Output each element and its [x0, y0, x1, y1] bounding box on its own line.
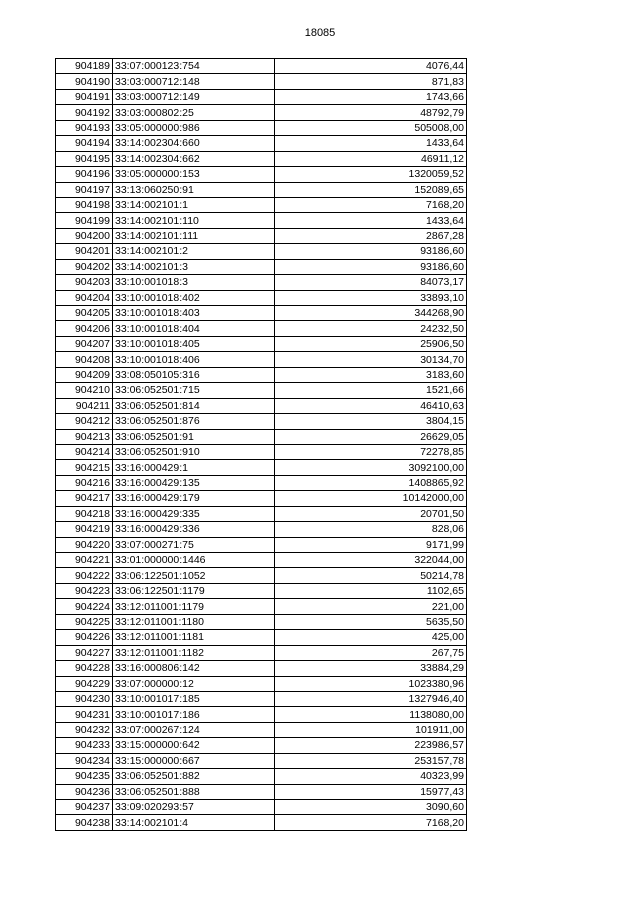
value-cell: 50214,78: [275, 568, 467, 583]
table-row: [56, 738, 467, 753]
value-cell: 46911,12: [275, 151, 467, 166]
row-number-cell: 904216: [56, 475, 113, 490]
value-cell: 152089,65: [275, 182, 467, 197]
table-row: [56, 599, 467, 614]
value-cell: 1433,64: [275, 136, 467, 151]
cadastral-number-cell: 33:16:000429:179: [113, 491, 275, 506]
table-row: [56, 259, 467, 274]
row-number-cell: 904202: [56, 259, 113, 274]
value-cell: 40323,99: [275, 769, 467, 784]
row-number-cell: 904215: [56, 460, 113, 475]
value-cell: 25906,50: [275, 336, 467, 351]
cadastral-number-cell: 33:14:002101:110: [113, 213, 275, 228]
value-cell: 72278,85: [275, 444, 467, 459]
table-row: [56, 553, 467, 568]
table-row: [56, 506, 467, 521]
value-cell: 33893,10: [275, 290, 467, 305]
cadastral-number-cell: 33:10:001018:3: [113, 275, 275, 290]
row-number-cell: 904192: [56, 105, 113, 120]
value-cell: 253157,78: [275, 753, 467, 768]
row-number-cell: 904203: [56, 275, 113, 290]
value-cell: 3090,60: [275, 800, 467, 815]
value-cell: 93186,60: [275, 244, 467, 259]
value-cell: 15977,43: [275, 784, 467, 799]
row-number-cell: 904223: [56, 583, 113, 598]
table-row: [56, 444, 467, 459]
table-row: [56, 537, 467, 552]
table-row: [56, 367, 467, 382]
table-row: [56, 290, 467, 305]
cadastral-number-cell: 33:12:011001:1182: [113, 645, 275, 660]
row-number-cell: 904199: [56, 213, 113, 228]
table-row: [56, 676, 467, 691]
value-cell: 2867,28: [275, 228, 467, 243]
value-cell: 26629,05: [275, 429, 467, 444]
cadastral-number-cell: 33:10:001017:186: [113, 707, 275, 722]
table-row: [56, 74, 467, 89]
cadastral-number-cell: 33:14:002101:2: [113, 244, 275, 259]
cadastral-number-cell: 33:15:000000:642: [113, 738, 275, 753]
cadastral-number-cell: 33:13:060250:91: [113, 182, 275, 197]
value-cell: 1023380,96: [275, 676, 467, 691]
row-number-cell: 904219: [56, 522, 113, 537]
table-row: [56, 429, 467, 444]
row-number-cell: 904191: [56, 89, 113, 104]
row-number-cell: 904189: [56, 59, 113, 74]
row-number-cell: 904221: [56, 553, 113, 568]
table-row: [56, 414, 467, 429]
table-row: [56, 197, 467, 212]
row-number-cell: 904201: [56, 244, 113, 259]
value-cell: 828,06: [275, 522, 467, 537]
value-cell: 1743,66: [275, 89, 467, 104]
row-number-cell: 904207: [56, 336, 113, 351]
table-row: [56, 182, 467, 197]
value-cell: 4076,44: [275, 59, 467, 74]
value-cell: 1102,65: [275, 583, 467, 598]
table-row: [56, 228, 467, 243]
row-number-cell: 904238: [56, 815, 113, 830]
value-cell: 1327946,40: [275, 691, 467, 706]
cadastral-number-cell: 33:06:052501:91: [113, 429, 275, 444]
value-cell: 344268,90: [275, 306, 467, 321]
cadastral-number-cell: 33:14:002304:660: [113, 136, 275, 151]
table-row: [56, 630, 467, 645]
table-row: [56, 491, 467, 506]
row-number-cell: 904230: [56, 691, 113, 706]
table-row: [56, 321, 467, 336]
cadastral-number-cell: 33:14:002101:1: [113, 197, 275, 212]
row-number-cell: 904232: [56, 722, 113, 737]
cadastral-number-cell: 33:05:000000:153: [113, 167, 275, 182]
value-cell: 1408865,92: [275, 475, 467, 490]
value-cell: 1138080,00: [275, 707, 467, 722]
table-row: [56, 707, 467, 722]
row-number-cell: 904208: [56, 352, 113, 367]
table-row: [56, 383, 467, 398]
table-row: [56, 213, 467, 228]
cadastral-number-cell: 33:06:122501:1052: [113, 568, 275, 583]
row-number-cell: 904190: [56, 74, 113, 89]
row-number-cell: 904210: [56, 383, 113, 398]
table-row: [56, 136, 467, 151]
row-number-cell: 904217: [56, 491, 113, 506]
row-number-cell: 904237: [56, 800, 113, 815]
cadastral-number-cell: 33:07:000267:124: [113, 722, 275, 737]
table-row: [56, 661, 467, 676]
value-cell: 48792,79: [275, 105, 467, 120]
value-cell: 425,00: [275, 630, 467, 645]
table-row: [56, 398, 467, 413]
row-number-cell: 904204: [56, 290, 113, 305]
row-number-cell: 904197: [56, 182, 113, 197]
value-cell: 7168,20: [275, 197, 467, 212]
row-number-cell: 904222: [56, 568, 113, 583]
value-cell: 10142000,00: [275, 491, 467, 506]
value-cell: 1320059,52: [275, 167, 467, 182]
cadastral-number-cell: 33:01:000000:1446: [113, 553, 275, 568]
table-row: [56, 784, 467, 799]
value-cell: 505008,00: [275, 120, 467, 135]
row-number-cell: 904198: [56, 197, 113, 212]
value-cell: 24232,50: [275, 321, 467, 336]
value-cell: 3183,60: [275, 367, 467, 382]
value-cell: 93186,60: [275, 259, 467, 274]
row-number-cell: 904193: [56, 120, 113, 135]
table-row: [56, 753, 467, 768]
row-number-cell: 904196: [56, 167, 113, 182]
value-cell: 223986,57: [275, 738, 467, 753]
cadastral-number-cell: 33:06:052501:910: [113, 444, 275, 459]
row-number-cell: 904206: [56, 321, 113, 336]
table-row: [56, 769, 467, 784]
value-cell: 3804,15: [275, 414, 467, 429]
cadastral-number-cell: 33:10:001018:404: [113, 321, 275, 336]
table-row: [56, 151, 467, 166]
value-cell: 221,00: [275, 599, 467, 614]
table-row: [56, 475, 467, 490]
cadastral-number-cell: 33:15:000000:667: [113, 753, 275, 768]
value-cell: 30134,70: [275, 352, 467, 367]
table-row: [56, 352, 467, 367]
table-row: [56, 336, 467, 351]
cadastral-number-cell: 33:03:000802:25: [113, 105, 275, 120]
value-cell: 101911,00: [275, 722, 467, 737]
value-cell: 3092100,00: [275, 460, 467, 475]
table-row: [56, 460, 467, 475]
table-row: [56, 522, 467, 537]
cadastral-number-cell: 33:06:052501:876: [113, 414, 275, 429]
value-cell: 9171,99: [275, 537, 467, 552]
cadastral-number-cell: 33:07:000271:75: [113, 537, 275, 552]
cadastral-number-cell: 33:16:000429:336: [113, 522, 275, 537]
row-number-cell: 904233: [56, 738, 113, 753]
cadastral-number-cell: 33:16:000429:135: [113, 475, 275, 490]
row-number-cell: 904213: [56, 429, 113, 444]
table-row: [56, 59, 467, 74]
row-number-cell: 904200: [56, 228, 113, 243]
cadastral-number-cell: 33:14:002101:4: [113, 815, 275, 830]
cadastral-number-cell: 33:06:052501:882: [113, 769, 275, 784]
data-table: [55, 58, 467, 831]
value-cell: 267,75: [275, 645, 467, 660]
cadastral-number-cell: 33:06:122501:1179: [113, 583, 275, 598]
table-row: [56, 614, 467, 629]
row-number-cell: 904218: [56, 506, 113, 521]
cadastral-number-cell: 33:14:002304:662: [113, 151, 275, 166]
row-number-cell: 904224: [56, 599, 113, 614]
value-cell: 84073,17: [275, 275, 467, 290]
table-row: [56, 815, 467, 830]
table-row: [56, 645, 467, 660]
table-row: [56, 275, 467, 290]
cadastral-number-cell: 33:12:011001:1180: [113, 614, 275, 629]
cadastral-number-cell: 33:06:052501:715: [113, 383, 275, 398]
cadastral-number-cell: 33:10:001018:403: [113, 306, 275, 321]
cadastral-number-cell: 33:12:011001:1179: [113, 599, 275, 614]
row-number-cell: 904234: [56, 753, 113, 768]
table-row: [56, 722, 467, 737]
value-cell: 20701,50: [275, 506, 467, 521]
cadastral-number-cell: 33:10:001018:406: [113, 352, 275, 367]
cadastral-number-cell: 33:05:000000:986: [113, 120, 275, 135]
cadastral-number-cell: 33:16:000429:335: [113, 506, 275, 521]
table-row: [56, 120, 467, 135]
value-cell: 871,83: [275, 74, 467, 89]
table-row: [56, 105, 467, 120]
row-number-cell: 904228: [56, 661, 113, 676]
cadastral-number-cell: 33:10:001018:402: [113, 290, 275, 305]
row-number-cell: 904225: [56, 614, 113, 629]
row-number-cell: 904236: [56, 784, 113, 799]
value-cell: 1521,66: [275, 383, 467, 398]
table-row: [56, 583, 467, 598]
cadastral-number-cell: 33:07:000123:754: [113, 59, 275, 74]
row-number-cell: 904212: [56, 414, 113, 429]
row-number-cell: 904231: [56, 707, 113, 722]
table-row: [56, 568, 467, 583]
cadastral-number-cell: 33:14:002101:3: [113, 259, 275, 274]
value-cell: 33884,29: [275, 661, 467, 676]
page-number: 18085: [304, 27, 336, 39]
row-number-cell: 904220: [56, 537, 113, 552]
row-number-cell: 904194: [56, 136, 113, 151]
cadastral-number-cell: 33:16:000806:142: [113, 661, 275, 676]
cadastral-number-cell: 33:10:001017:185: [113, 691, 275, 706]
cadastral-number-cell: 33:16:000429:1: [113, 460, 275, 475]
table-body: [56, 59, 467, 831]
cadastral-number-cell: 33:12:011001:1181: [113, 630, 275, 645]
table-row: [56, 167, 467, 182]
table-row: [56, 89, 467, 104]
row-number-cell: 904209: [56, 367, 113, 382]
row-number-cell: 904235: [56, 769, 113, 784]
cadastral-number-cell: 33:09:020293:57: [113, 800, 275, 815]
row-number-cell: 904214: [56, 444, 113, 459]
row-number-cell: 904229: [56, 676, 113, 691]
row-number-cell: 904226: [56, 630, 113, 645]
row-number-cell: 904211: [56, 398, 113, 413]
value-cell: 1433,64: [275, 213, 467, 228]
cadastral-number-cell: 33:08:050105:316: [113, 367, 275, 382]
table-row: [56, 691, 467, 706]
cadastral-number-cell: 33:14:002101:111: [113, 228, 275, 243]
table-row: [56, 800, 467, 815]
cadastral-number-cell: 33:07:000000:12: [113, 676, 275, 691]
row-number-cell: 904195: [56, 151, 113, 166]
value-cell: 322044,00: [275, 553, 467, 568]
table-row: [56, 306, 467, 321]
table-row: [56, 244, 467, 259]
cadastral-number-cell: 33:03:000712:148: [113, 74, 275, 89]
cadastral-number-cell: 33:10:001018:405: [113, 336, 275, 351]
cadastral-number-cell: 33:06:052501:888: [113, 784, 275, 799]
value-cell: 5635,50: [275, 614, 467, 629]
cadastral-number-cell: 33:06:052501:814: [113, 398, 275, 413]
cadastral-number-cell: 33:03:000712:149: [113, 89, 275, 104]
row-number-cell: 904205: [56, 306, 113, 321]
row-number-cell: 904227: [56, 645, 113, 660]
value-cell: 46410,63: [275, 398, 467, 413]
value-cell: 7168,20: [275, 815, 467, 830]
